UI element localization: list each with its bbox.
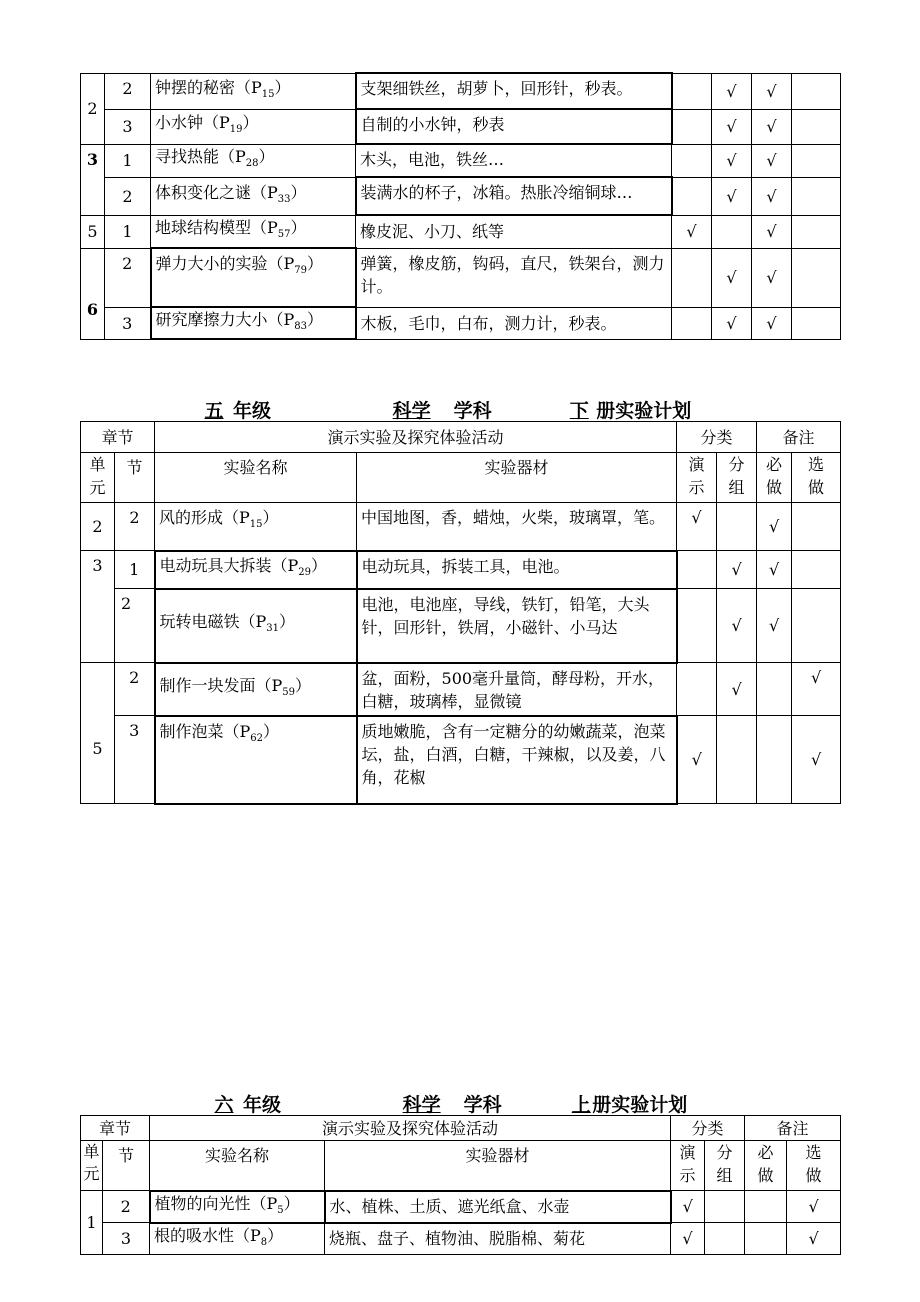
demo-cell: √ <box>677 716 717 804</box>
header-optional: 选做 <box>787 1141 841 1191</box>
required-cell <box>745 1191 787 1223</box>
optional-cell <box>792 307 841 339</box>
section-cell: 2 <box>103 1191 150 1223</box>
materials-cell: 水、植株、土质、遮光纸盒、水壶 <box>325 1191 671 1223</box>
header-unit: 单元 <box>81 1141 103 1191</box>
required-cell: √ <box>752 177 792 215</box>
section-cell: 2 <box>105 73 151 109</box>
experiment-name: 钟摆的秘密$(P_{15})$ <box>151 73 356 109</box>
table-row <box>81 73 841 109</box>
experiment-name: 研究摩擦力大小$(P_{83})$ <box>151 307 356 339</box>
required-cell: √ <box>757 503 792 551</box>
unit-cell: 5 <box>81 215 105 248</box>
header-remarks: 备注 <box>757 422 841 453</box>
unit-cell: 3 <box>81 551 115 663</box>
materials-cell: 盆，面粉，500毫升量筒，酵母粉，开水，白糖，玻璃棒，显微镜 <box>357 663 677 716</box>
header-name: 实验名称 <box>150 1141 325 1191</box>
optional-cell: √ <box>787 1191 841 1223</box>
header-row <box>81 453 841 503</box>
group-cell: √ <box>717 589 757 663</box>
grade-label: 年级 <box>243 1094 282 1116</box>
demo-cell: √ <box>671 1191 705 1223</box>
materials-cell: 装满水的杯子，冰箱。热胀冷缩铜球… <box>356 177 672 215</box>
page-title-grade6-upper <box>205 1090 687 1117</box>
subject-value: 科学 <box>392 400 431 422</box>
demo-cell <box>672 109 712 144</box>
table-grade5-lower <box>80 421 841 805</box>
experiment-name: 弹力大小的实验$(P_{79})$ <box>151 248 356 307</box>
section-cell: 2 <box>105 248 151 307</box>
table-row <box>81 716 841 804</box>
experiment-name: 植物的向光性$(P_5)$ <box>150 1191 325 1223</box>
table-row <box>81 551 841 589</box>
unit-cell: 5 <box>81 663 115 804</box>
materials-cell: 烧瓶、盘子、植物油、脱脂棉、菊花 <box>325 1223 671 1255</box>
grade-label: 年级 <box>233 400 272 422</box>
group-cell: √ <box>712 248 752 307</box>
unit-cell: 6 <box>81 248 105 339</box>
group-cell: √ <box>717 663 757 716</box>
experiment-name: 制作一块发面$(P_{59})$ <box>155 663 357 716</box>
table-row <box>81 144 841 177</box>
experiment-name: 体积变化之谜$(P_{33})$ <box>151 177 356 215</box>
group-cell: √ <box>712 109 752 144</box>
demo-cell: √ <box>671 1223 705 1255</box>
demo-cell: √ <box>672 215 712 248</box>
experiment-name: 根的吸水性$(P_8)$ <box>150 1223 325 1255</box>
header-activities: 演示实验及探究体验活动 <box>155 422 677 453</box>
demo-cell <box>672 73 712 109</box>
required-cell <box>757 663 792 716</box>
section-cell: 2 <box>115 503 155 551</box>
volume-label: 册实验计划 <box>596 400 692 422</box>
header-optional: 选做 <box>792 453 841 503</box>
unit-cell: 1 <box>81 1191 103 1255</box>
required-cell: √ <box>757 551 792 589</box>
optional-cell <box>792 109 841 144</box>
section-cell: 3 <box>105 109 151 144</box>
demo-cell <box>677 663 717 716</box>
group-cell: √ <box>712 144 752 177</box>
table-grade6-upper <box>80 1115 841 1255</box>
materials-cell: 木头，电池，铁丝… <box>356 144 672 177</box>
header-category: 分类 <box>671 1116 745 1141</box>
group-cell: √ <box>712 177 752 215</box>
grade-value: 五 <box>204 400 224 422</box>
subject-label: 学科 <box>453 400 492 422</box>
demo-cell: √ <box>677 503 717 551</box>
group-cell: √ <box>717 551 757 589</box>
header-demo: 演示 <box>677 453 717 503</box>
experiment-name: 玩转电磁铁$(P_{31})$ <box>155 589 357 663</box>
section-cell: 3 <box>115 716 155 804</box>
volume-value: 上 <box>571 1094 591 1116</box>
group-cell <box>717 716 757 804</box>
unit-cell: 2 <box>81 73 105 144</box>
table-row <box>81 663 841 716</box>
demo-cell <box>672 307 712 339</box>
materials-cell: 电池，电池座，导线，铁钉，铅笔，大头针，回形针，铁屑，小磁针、小马达 <box>357 589 677 663</box>
optional-cell <box>792 248 841 307</box>
subject-value: 科学 <box>402 1094 441 1116</box>
table-row <box>81 177 841 215</box>
required-cell: √ <box>752 248 792 307</box>
optional-cell <box>792 589 841 663</box>
table-row <box>81 215 841 248</box>
group-cell <box>705 1223 745 1255</box>
experiment-name: 制作泡菜$(P_{62})$ <box>155 716 357 804</box>
required-cell: √ <box>752 144 792 177</box>
header-row <box>81 422 841 453</box>
page-title-grade5-lower <box>195 396 691 423</box>
optional-cell: √ <box>792 716 841 804</box>
group-cell <box>712 215 752 248</box>
materials-cell: 支架细铁丝，胡萝卜，回形针，秒表。 <box>356 73 672 109</box>
required-cell: √ <box>752 109 792 144</box>
header-name: 实验名称 <box>155 453 357 503</box>
table-row <box>81 1223 841 1255</box>
section-cell: 3 <box>103 1223 150 1255</box>
demo-cell <box>677 589 717 663</box>
header-unit: 单元 <box>81 453 115 503</box>
group-cell: √ <box>712 307 752 339</box>
optional-cell <box>792 73 841 109</box>
table-grade5-upper-continued <box>80 72 841 340</box>
header-section: 节 <box>103 1141 150 1191</box>
table-row <box>81 1191 841 1223</box>
experiment-name: 小水钟$(P_{19})$ <box>151 109 356 144</box>
optional-cell <box>792 503 841 551</box>
section-cell: 2 <box>115 663 155 716</box>
header-section: 节 <box>115 453 155 503</box>
demo-cell <box>672 177 712 215</box>
header-chapter: 章节 <box>81 1116 150 1141</box>
materials-cell: 橡皮泥、小刀、纸等 <box>356 215 672 248</box>
optional-cell: √ <box>787 1223 841 1255</box>
volume-label: 册实验计划 <box>592 1094 688 1116</box>
section-cell: 2 <box>115 589 155 663</box>
optional-cell <box>792 144 841 177</box>
header-activities: 演示实验及探究体验活动 <box>150 1116 671 1141</box>
table-row <box>81 589 841 663</box>
table-row <box>81 307 841 339</box>
section-cell: 3 <box>105 307 151 339</box>
table-row <box>81 503 841 551</box>
header-category: 分类 <box>677 422 757 453</box>
subject-label: 学科 <box>463 1094 502 1116</box>
header-required: 必做 <box>745 1141 787 1191</box>
optional-cell <box>792 177 841 215</box>
header-demo: 演示 <box>671 1141 705 1191</box>
header-row <box>81 1116 841 1141</box>
section-cell: 1 <box>105 144 151 177</box>
section-cell: 2 <box>105 177 151 215</box>
optional-cell <box>792 551 841 589</box>
header-materials: 实验器材 <box>357 453 677 503</box>
required-cell: √ <box>752 215 792 248</box>
section-cell: 1 <box>105 215 151 248</box>
group-cell <box>717 503 757 551</box>
materials-cell: 弹簧，橡皮筋，钩码，直尺，铁架台，测力计。 <box>356 248 672 307</box>
required-cell: √ <box>752 73 792 109</box>
section-cell: 1 <box>115 551 155 589</box>
required-cell: √ <box>752 307 792 339</box>
experiment-name: 电动玩具大拆装$(P_{29})$ <box>155 551 357 589</box>
group-cell: √ <box>712 73 752 109</box>
optional-cell: √ <box>792 663 841 716</box>
demo-cell <box>672 248 712 307</box>
header-remarks: 备注 <box>745 1116 841 1141</box>
required-cell <box>757 716 792 804</box>
optional-cell <box>792 215 841 248</box>
header-group: 分组 <box>717 453 757 503</box>
materials-cell: 木板，毛巾，白布，测力计，秒表。 <box>356 307 672 339</box>
demo-cell <box>677 551 717 589</box>
header-chapter: 章节 <box>81 422 155 453</box>
required-cell <box>745 1223 787 1255</box>
materials-cell: 质地嫩脆，含有一定糖分的幼嫩蔬菜，泡菜坛，盐，白酒，白糖，干辣椒，以及姜，八角，花椒 <box>357 716 677 804</box>
header-group: 分组 <box>705 1141 745 1191</box>
unit-cell: 3 <box>81 144 105 215</box>
grade-value: 六 <box>214 1094 234 1116</box>
materials-cell: 自制的小水钟，秒表 <box>356 109 672 144</box>
materials-cell: 中国地图，香，蜡烛，火柴，玻璃罩，笔。 <box>357 503 677 551</box>
header-row <box>81 1141 841 1191</box>
required-cell: √ <box>757 589 792 663</box>
unit-cell: 2 <box>81 503 115 551</box>
header-required: 必做 <box>757 453 792 503</box>
demo-cell <box>672 144 712 177</box>
table-row <box>81 248 841 307</box>
group-cell <box>705 1191 745 1223</box>
table-row <box>81 109 841 144</box>
experiment-name: 地球结构模型$(P_{57})$ <box>151 215 356 248</box>
experiment-name: 寻找热能$(P_{28})$ <box>151 144 356 177</box>
experiment-name: 风的形成$(P_{15})$ <box>155 503 357 551</box>
materials-cell: 电动玩具，拆装工具，电池。 <box>357 551 677 589</box>
volume-value: 下 <box>569 400 589 422</box>
header-materials: 实验器材 <box>325 1141 671 1191</box>
